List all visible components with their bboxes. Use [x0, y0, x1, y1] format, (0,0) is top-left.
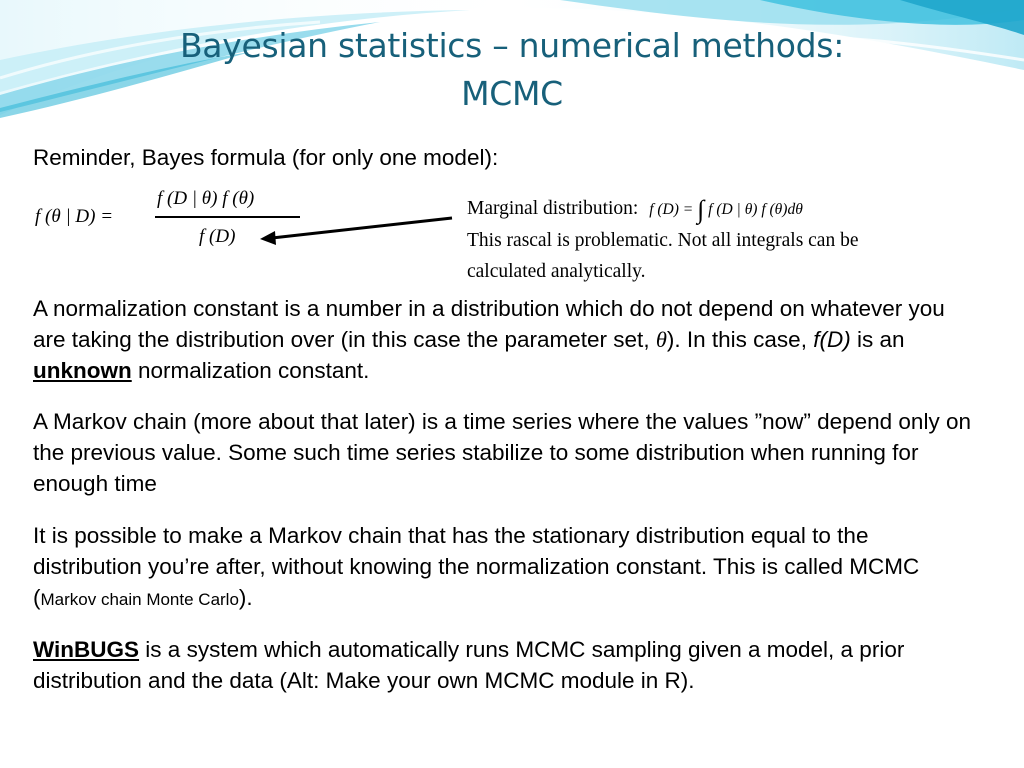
marginal-line-2: This rascal is problematic. Not all integrals can be	[467, 230, 859, 251]
marginal-note	[467, 193, 1022, 287]
para1-text-c: is an	[850, 327, 905, 352]
arrow-icon	[258, 212, 458, 246]
para1-text-d: normalization constant.	[131, 358, 370, 383]
formula-denominator: f (D)	[199, 226, 236, 247]
para1-text-a: A normalization constant is a number in a distribution which do not depend on whatever you are taking the distribution over (in this case the parameter set,	[33, 296, 945, 352]
reminder-text: Reminder, Bayes formula (for only one model):	[33, 145, 499, 170]
paragraph-mcmc	[33, 520, 983, 615]
fd-term: f(D)	[813, 327, 851, 352]
marginal-line-3: calculated analytically.	[467, 261, 646, 282]
marginal-formula-lhs: f (D) =	[649, 201, 694, 218]
title-line-2: MCMC	[461, 74, 563, 113]
marginal-label: Marginal distribution:	[467, 198, 639, 219]
formula-lhs: f (θ | D) =	[35, 206, 114, 227]
paragraph-winbugs	[33, 634, 983, 696]
para4-text: is a system which automatically runs MCMC sampling given a model, a prior distribution and the data (Alt: Make your own MCMC module in R).	[33, 637, 905, 693]
unknown-emphasis: unknown	[33, 358, 132, 383]
mcmc-expansion: Markov chain Monte Carlo	[40, 590, 239, 609]
para3-text-b: ).	[238, 585, 253, 610]
marginal-formula	[649, 195, 803, 224]
winbugs-link: WinBUGS	[33, 637, 140, 662]
formula-numerator: f (D | θ) f (θ)	[157, 188, 255, 209]
slide-title	[60, 22, 964, 118]
para1-text-b: ). In this case,	[666, 327, 814, 352]
title-line-1: Bayesian statistics – numerical methods:	[179, 26, 845, 65]
paragraph-normalization	[33, 293, 983, 386]
para3-text-a: It is possible to make a Markov chain that has the stationary distribution equal to the distribution you’re after, without knowing the normalization constant. This is called MCMC (	[33, 523, 920, 610]
theta-symbol: θ	[655, 327, 667, 352]
marginal-formula-rhs: f (D | θ) f (θ)dθ	[708, 201, 803, 218]
marginal-line-1	[467, 193, 1022, 225]
paragraph-markov-chain: A Markov chain (more about that later) is a time series where the values ”now” depend only on the previous value. Some such time series stabilize to some distribution when running for enough time	[33, 409, 971, 496]
integral-sign: ∫	[697, 195, 705, 224]
